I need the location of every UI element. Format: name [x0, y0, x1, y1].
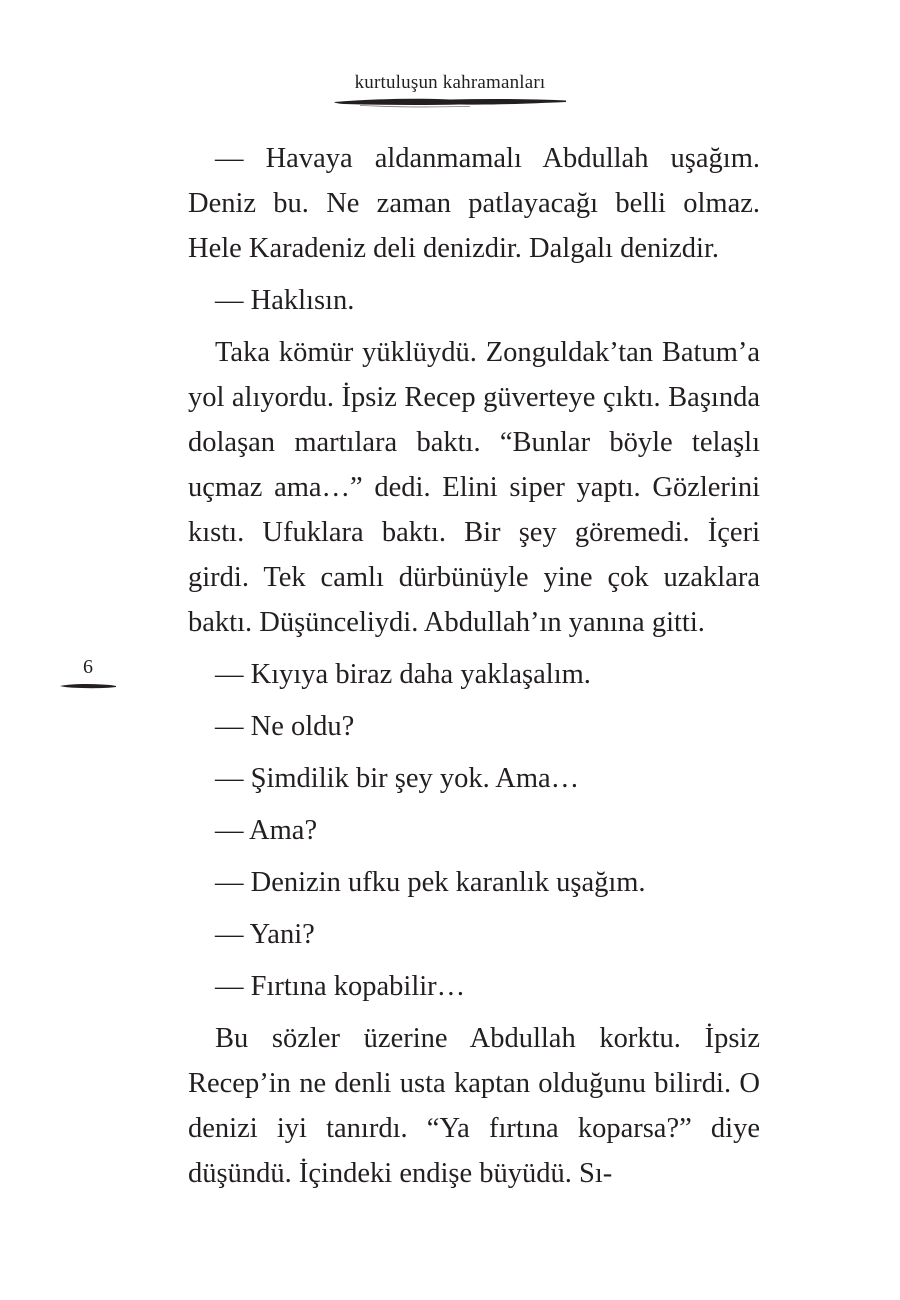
brush-stroke-ornament-small: [58, 681, 118, 691]
dialog-line: — Ama?: [215, 815, 318, 846]
brush-stroke-ornament: [330, 96, 570, 108]
dialog-line: — Havaya aldanmamalı Abdullah uşağım. Deniz bu. Ne zaman patlayacağı belli olmaz. Hele Karadeniz deli denizdir. Dalgalı denizdir.: [188, 143, 760, 264]
running-header: [0, 72, 900, 108]
running-title: kurtuluşun kahramanları: [354, 72, 546, 93]
dialog-line: — Fırtına kopabilir…: [215, 971, 466, 1002]
narrative-paragraph: Bu sözler üzerine Abdullah korktu. İpsiz Recep’in ne denli usta kaptan olduğunu bilirdi. O denizi iyi tanırdı. “Ya fırtına koparsa?” diye düşündü. İçindeki endişe büyüdü. Sı-: [188, 1023, 760, 1189]
dialog-line: — Denizin ufku pek karanlık uşağım.: [215, 867, 646, 898]
dialog-line: — Şimdilik bir şey yok. Ama…: [215, 763, 580, 794]
dialog-line: — Kıyıya biraz daha yaklaşalım.: [215, 659, 591, 690]
dialog-line: — Ne oldu?: [215, 711, 355, 742]
page-number: [58, 656, 118, 691]
narrative-paragraph: Taka kömür yüklüydü. Zonguldak’tan Batum’a yol alıyordu. İpsiz Recep güverteye çıktı. Başında dolaşan martılara baktı. “Bunlar böyle telaşlı uçmaz ama…” dedi. Elini siper yaptı. Gözlerini kıstı. Ufuklara baktı. Bir şey göremedi. İçeri girdi. Tek camlı dürbünüyle yine çok uzaklara baktı. Düşünceliydi. Abdullah’ın yanına gitti.: [188, 337, 760, 638]
dialog-line: — Haklısın.: [215, 285, 355, 316]
body-text: [188, 136, 760, 1203]
page-number-text: 6: [83, 656, 93, 678]
dialog-line: — Yani?: [215, 919, 315, 950]
